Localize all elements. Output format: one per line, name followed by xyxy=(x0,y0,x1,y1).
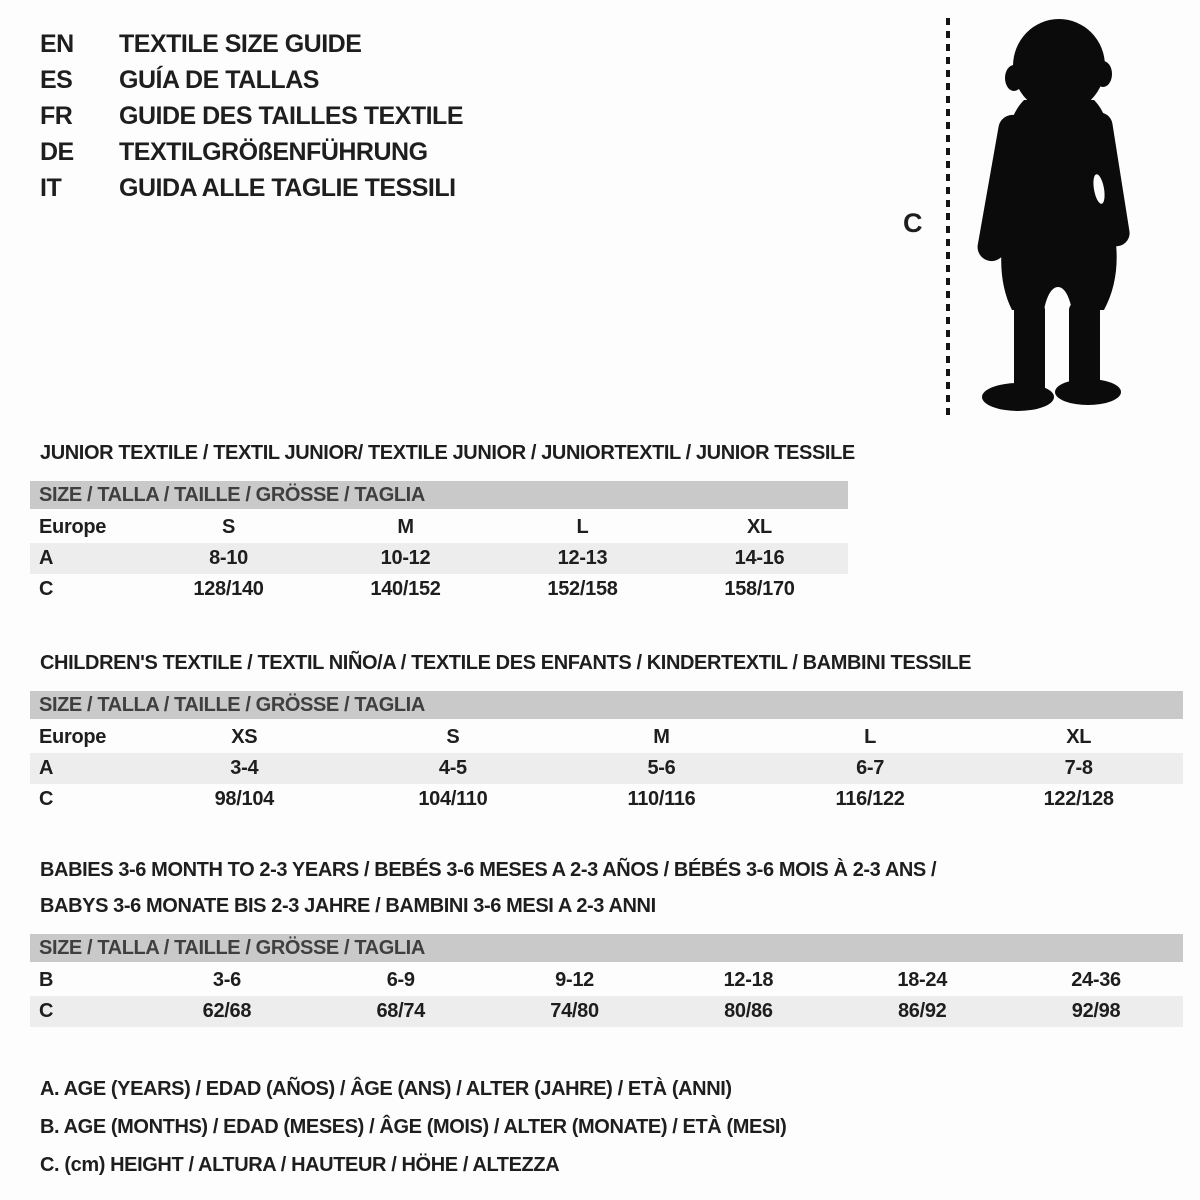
cell-value: 110/116 xyxy=(627,788,696,810)
language-title: TEXTILGRÖßENFÜHRUNG xyxy=(119,138,428,166)
cell-value: 62/68 xyxy=(202,1000,252,1022)
cell-value: 104/110 xyxy=(418,788,488,810)
cell-value: 116/122 xyxy=(835,788,905,810)
cell-value: 10-12 xyxy=(380,547,431,569)
language-title: TEXTILE SIZE GUIDE xyxy=(119,30,362,58)
row-label: B xyxy=(39,969,54,991)
cell-value: S xyxy=(221,516,236,538)
row-label: A xyxy=(39,547,54,569)
row-label: A xyxy=(39,757,54,779)
legend-line-age-years: A. AGE (YEARS) / EDAD (AÑOS) / ÂGE (ANS) / ALTER (JAHRE) / ETÀ (ANNI) xyxy=(40,1078,732,1100)
table-row-b xyxy=(30,965,1183,996)
language-list xyxy=(40,26,463,206)
language-code: EN xyxy=(40,30,74,58)
row-label: Europe xyxy=(39,516,107,538)
cell-value: L xyxy=(864,726,877,748)
language-row xyxy=(40,134,463,170)
language-row xyxy=(40,26,463,62)
cell-value: 158/170 xyxy=(724,578,795,600)
cell-value: 92/98 xyxy=(1071,1000,1121,1022)
cell-value: 5-6 xyxy=(647,757,676,779)
junior-textile-section xyxy=(30,435,855,605)
cell-value: 9-12 xyxy=(555,969,594,991)
cell-value: S xyxy=(446,726,460,748)
table-rows xyxy=(30,512,848,605)
language-code: ES xyxy=(40,66,73,94)
cell-value: 7-8 xyxy=(1064,757,1093,779)
cell-value: 6-9 xyxy=(386,969,415,991)
cell-value: 18-24 xyxy=(897,969,948,991)
cell-value: 4-5 xyxy=(438,757,467,779)
language-title: GUÍA DE TALLAS xyxy=(119,66,319,94)
cell-value: 14-16 xyxy=(734,547,785,569)
babies-textile-section xyxy=(30,852,1183,1027)
size-header-bar: SIZE / TALLA / TAILLE / GRÖSSE / TAGLIA xyxy=(30,481,848,509)
cell-value: XL xyxy=(747,516,772,538)
cell-value: XS xyxy=(231,726,258,748)
cell-value: M xyxy=(653,726,670,748)
cell-value: 68/74 xyxy=(376,1000,426,1022)
table-rows xyxy=(30,722,1183,815)
table-row-europe xyxy=(30,722,1183,753)
cell-value: 80/86 xyxy=(724,1000,773,1022)
language-code: FR xyxy=(40,102,73,130)
cell-value: 3-6 xyxy=(212,969,241,991)
height-measure-label: C xyxy=(903,208,923,238)
cell-value: 8-10 xyxy=(209,547,248,569)
language-title: GUIDE DES TAILLES TEXTILE xyxy=(119,102,464,130)
language-row xyxy=(40,62,463,98)
cell-value: L xyxy=(576,516,589,538)
cell-value: M xyxy=(397,516,414,538)
table-row-a xyxy=(30,753,1183,784)
size-header-bar: SIZE / TALLA / TAILLE / GRÖSSE / TAGLIA xyxy=(30,691,1183,719)
language-row xyxy=(40,98,463,134)
legend-line-height-cm: C. (cm) HEIGHT / ALTURA / HAUTEUR / HÖHE / ALTEZZA xyxy=(40,1154,560,1176)
cell-value: 6-7 xyxy=(856,757,885,779)
children-textile-section xyxy=(30,645,1183,815)
cell-value: 152/158 xyxy=(547,578,618,600)
row-label: Europe xyxy=(39,726,107,748)
section-title: BABIES 3-6 MONTH TO 2-3 YEARS / BEBÉS 3-6 MESES A 2-3 AÑOS / BÉBÉS 3-6 MOIS À 2-3 ANS / xyxy=(40,859,937,881)
cell-value: 128/140 xyxy=(193,578,264,600)
legend-line-age-months: B. AGE (MONTHS) / EDAD (MESES) / ÂGE (MOIS) / ALTER (MONATE) / ETÀ (MESI) xyxy=(40,1116,787,1138)
section-title-line2: BABYS 3-6 MONATE BIS 2-3 JAHRE / BAMBINI 3-6 MESI A 2-3 ANNI xyxy=(40,895,656,917)
cell-value: 140/152 xyxy=(370,578,441,600)
cell-value: 12-13 xyxy=(557,547,608,569)
row-label: C xyxy=(39,788,54,810)
table-row-c xyxy=(30,996,1183,1027)
height-measure-line xyxy=(946,18,950,415)
language-title: GUIDA ALLE TAGLIE TESSILI xyxy=(119,174,456,202)
table-row-c xyxy=(30,784,1183,815)
cell-value: 12-18 xyxy=(723,969,774,991)
baby-silhouette-icon xyxy=(962,14,1147,414)
size-header-bar: SIZE / TALLA / TAILLE / GRÖSSE / TAGLIA xyxy=(30,934,1183,962)
language-code: IT xyxy=(40,174,62,202)
legend xyxy=(40,1070,786,1184)
row-label: C xyxy=(39,578,54,600)
language-row xyxy=(40,170,463,206)
language-code: DE xyxy=(40,138,74,166)
cell-value: 122/128 xyxy=(1043,788,1114,810)
table-row-europe xyxy=(30,512,848,543)
cell-value: XL xyxy=(1066,726,1092,748)
section-title: CHILDREN'S TEXTILE / TEXTIL NIÑO/A / TEXTILE DES ENFANTS / KINDERTEXTIL / BAMBINI TESSILE xyxy=(40,652,972,674)
table-row-a xyxy=(30,543,848,574)
cell-value: 24-36 xyxy=(1071,969,1121,991)
cell-value: 3-4 xyxy=(230,757,259,779)
row-label: C xyxy=(39,1000,54,1022)
table-rows xyxy=(30,965,1183,1027)
table-row-c xyxy=(30,574,848,605)
section-title: JUNIOR TEXTILE / TEXTIL JUNIOR/ TEXTILE JUNIOR / JUNIORTEXTIL / JUNIOR TESSILE xyxy=(40,442,855,464)
cell-value: 98/104 xyxy=(214,788,274,810)
cell-value: 74/80 xyxy=(550,1000,599,1022)
cell-value: 86/92 xyxy=(897,1000,947,1022)
